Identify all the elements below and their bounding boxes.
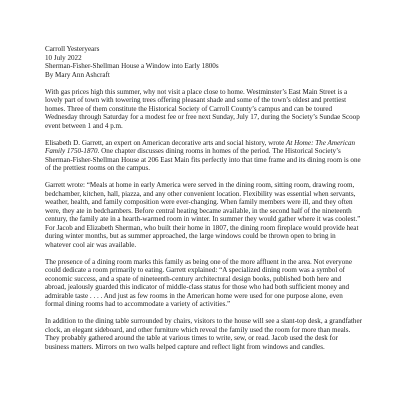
paragraph [45, 258, 363, 309]
paragraph-text: Garrett wrote: “Meals at home in early America were served in the dining room, sitting room, drawing room, bedchamber, kitchen, hall, piazza, and any other convenient location. Flexibility was essential when servants, weather, health, and family composition were ever-changing. When family members were ill, and they often were, they ate in bedchambers. Before central heating became available, in the second half of the nineteenth century, the family ate in a hearth-warmed room in winter. In summer they would gather where it was coolest.” For Jacob and Elizabeth Sherman, who built their home in 1807, the dining room fireplace would provide heat during winter months, but as summer approached, the large windows could be thrown open to bring in whatever cool air was available. [45, 181, 361, 249]
book-title: At Home: The American Family 1750-1870 [45, 138, 356, 155]
article-header [45, 45, 363, 79]
header-spacer [45, 79, 363, 88]
paragraph-text: The presence of a dining room marks this family as being one of the more affluent in the area. Not everyone could dedicate a room primarily to eating. Garrett explained: “A specialized dining room was a symbol of economic success, and a spate of nineteenth-century architectural design books, published both here and abroad, jealously guarded this indicator of middle-class status for those who had both sufficient money and admirable taste . . . . And just as few rooms in the American home were used for one purpose alone, even formal dining rooms had to accommodate a variety of activities.” [45, 257, 352, 308]
paragraph [45, 139, 363, 173]
paragraph [45, 181, 363, 249]
paragraph-text: In addition to the dining table surrounded by chairs, visitors to the house will see a slant-top desk, a grandfather clock, an elegant sideboard, and other furniture which reveal the family used the room for more than meals. They probably gathered around the table at various times to write, sew, or read. Jacob used the desk for business matters. Mirrors on two walls helped capture and reflect light from windows and candles. [45, 317, 362, 351]
article-date: 10 July 2022 [45, 53, 82, 62]
column-name: Carroll Yesteryears [45, 45, 100, 53]
article-title: Sherman-Fisher-Shellman House a Window into Early 1800s [45, 62, 219, 70]
paragraph-text: With gas prices high this summer, why not visit a place close to home. Westminster’s East Main Street is a lovely part of town with towering trees offering pleasant shade and some of the town’s oldest and prettiest homes. Three of them constitute the Historical Society of Carroll County’s campus and can be toured Wednesday through Saturday for a modest fee or free next Sunday, July 17, during the Society’s Sundae Scoop event between 1 and 4 p.m. [45, 87, 360, 130]
paragraph [45, 317, 363, 351]
paragraph [45, 88, 363, 131]
byline: By Mary Ann Ashcraft [45, 70, 110, 79]
article [45, 45, 363, 360]
paragraph-text: . One chapter discusses dining rooms in homes of the period. The Historical Society’s Sherman-Fisher-Shellman House at 206 East Main fits perfectly into that time frame and its dining room is one of the prettiest rooms on the campus. [45, 147, 361, 172]
paragraph-text: Elisabeth D. Garrett, an expert on American decorative arts and social history, wrote [45, 138, 287, 147]
